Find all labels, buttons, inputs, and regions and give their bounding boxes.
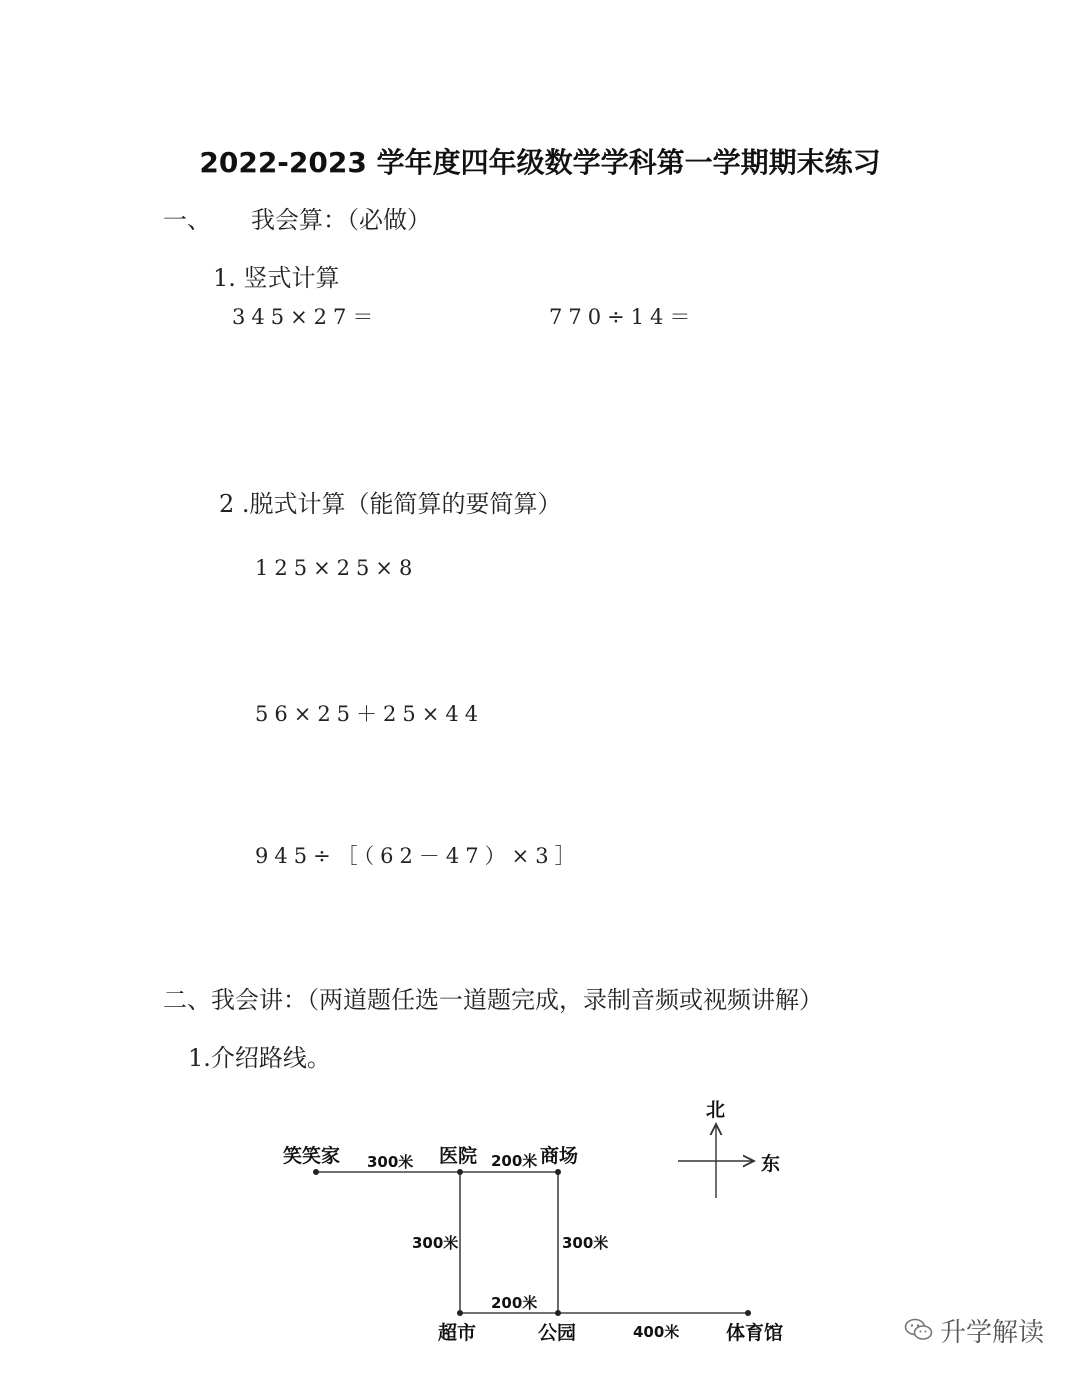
distance-home-hospital: 300米 [367, 1153, 414, 1171]
compass [678, 1099, 780, 1198]
label-home: 笑笑家 [283, 1145, 341, 1167]
watermark [904, 1312, 1044, 1350]
distance-hospital-mall: 200米 [491, 1152, 538, 1170]
route-lines [316, 1172, 748, 1313]
question-1-1-label: 1. 竖式计算 [213, 264, 340, 292]
distance-park-gym: 400米 [633, 1323, 680, 1341]
question-1-2-label: 2 .脱式计算（能简算的要简算） [219, 490, 562, 518]
distance-mall-park: 300米 [562, 1234, 609, 1252]
watermark-text: 升学解读 [939, 1318, 1044, 1348]
section1-title: 我会算：（必做） [251, 206, 431, 234]
dot-supermarket [457, 1310, 463, 1316]
expression-step-1: 125×25×8 [255, 556, 419, 580]
dot-mall [555, 1169, 561, 1175]
label-east: 东 [761, 1153, 781, 1175]
label-supermarket: 超市 [438, 1322, 477, 1344]
expression-vertical-1: 345×27＝ [232, 305, 380, 329]
label-mall: 商场 [540, 1145, 579, 1167]
dot-home [313, 1169, 319, 1175]
section2-heading: 二、我会讲：（两道题任选一道题完成，录制音频或视频讲解） [163, 986, 823, 1014]
dot-hospital [457, 1169, 463, 1175]
label-park: 公园 [538, 1322, 577, 1344]
distance-supermarket-park: 200米 [491, 1294, 538, 1312]
question-2-1-label: 1.介绍路线。 [188, 1044, 331, 1072]
label-north: 北 [706, 1099, 726, 1121]
distance-hospital-supermarket: 300米 [412, 1234, 459, 1252]
label-hospital: 医院 [439, 1145, 478, 1167]
expression-vertical-2: 770÷14＝ [549, 305, 697, 329]
dot-gym [745, 1310, 751, 1316]
wechat-icon [904, 1317, 934, 1350]
label-gym: 体育馆 [726, 1322, 784, 1344]
section1-number: 一、 [163, 206, 211, 234]
dot-park [555, 1310, 561, 1316]
expression-step-3: 945÷［（62－47）×3］ [255, 844, 582, 868]
expression-step-2: 56×25＋25×44 [255, 702, 485, 726]
page-title: 2022-2023 学年度四年级数学学科第一学期期末练习 [199, 146, 881, 179]
